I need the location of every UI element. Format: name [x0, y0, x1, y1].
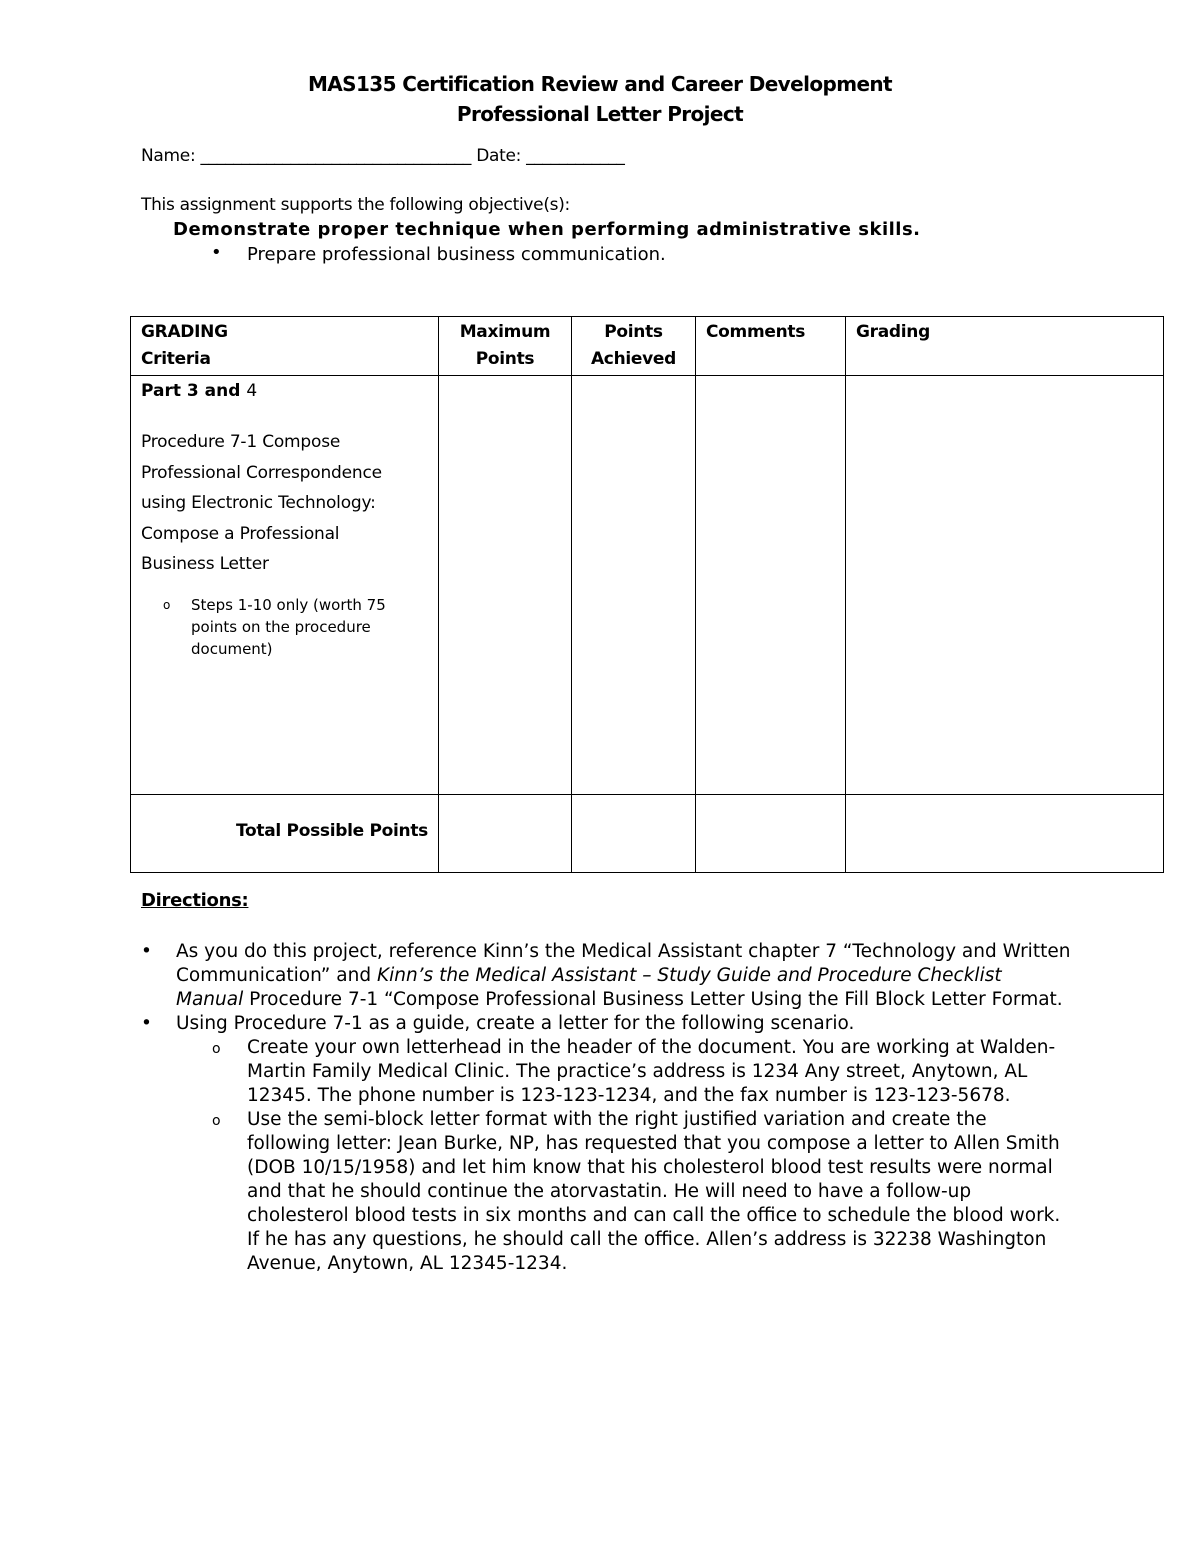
- comments-cell[interactable]: [696, 376, 846, 795]
- direction-subtext: Use the semi-block letter format with the right justified variation and create the following letter: Jean Burke, NP, has requested that you compose a letter to Allen Smith (DOB 10/15/1958) and let him know that his cholesterol blood test results were normal and that he should continue the atorvastatin. He will need to have a follow-up cholesterol blood tests in six months and can call the office to schedule the blood work. If he has any questions, he should call the office. Allen’s address is 32238 Washington Avenue, Anytown, AL 12345-1234.: [247, 1109, 1061, 1274]
- criteria-description: [141, 427, 428, 580]
- points-achieved-cell[interactable]: [572, 376, 696, 795]
- document-title: MAS135 Certification Review and Career Development: [307, 72, 893, 96]
- circle-bullet-icon: o: [163, 597, 171, 612]
- total-comments-cell[interactable]: [696, 795, 846, 873]
- list-item: [141, 1036, 1071, 1108]
- criteria-substep: [141, 594, 428, 660]
- total-row: [131, 795, 1164, 873]
- directions-list: [141, 940, 1071, 1276]
- total-possible-points-label: Total Possible Points: [131, 795, 439, 873]
- direction-subtext: Create your own letterhead in the header of the document. You are working at Walden-Martin Family Medical Clinic. The practice’s address is 1234 Any street, Anytown, AL 12345. The phone number is 123-123-1234, and the fax number is 123-123-5678.: [247, 1037, 1056, 1106]
- header-criteria-line1: GRADING: [141, 322, 228, 342]
- bullet-icon: •: [141, 1013, 152, 1034]
- bullet-icon: •: [141, 941, 152, 962]
- grading-table: [130, 316, 1164, 873]
- objective-bullet-text: Prepare professional business communication.: [247, 244, 666, 265]
- criteria-substep-text: Steps 1-10 only (worth 75 points on the procedure document): [191, 595, 386, 658]
- criteria-line: Procedure 7-1 Compose: [141, 432, 341, 452]
- header-criteria-line2: Criteria: [141, 349, 211, 369]
- direction-text: As you do this project, reference Kinn’s the Medical Assistant chapter 7 “Technology and Written Communication” and: [176, 941, 1071, 986]
- header-criteria: [131, 317, 439, 376]
- list-item: [141, 940, 1071, 1012]
- supports-text: This assignment supports the following objective(s):: [141, 195, 570, 215]
- criteria-part-label: Part 3 and: [141, 381, 247, 401]
- list-item: [141, 1012, 1071, 1036]
- directions-heading: Directions:: [141, 890, 249, 911]
- direction-text: Using Procedure 7-1 as a guide, create a letter for the following scenario.: [176, 1013, 855, 1034]
- circle-bullet-icon: o: [212, 1041, 221, 1057]
- header-achieved-line2: Achieved: [590, 349, 677, 369]
- header-achieved-line1: Points: [604, 322, 663, 342]
- total-achieved-cell[interactable]: [572, 795, 696, 873]
- list-item: [141, 1108, 1071, 1276]
- criteria-cell: [131, 376, 439, 795]
- criteria-line: using Electronic Technology:: [141, 493, 376, 513]
- table-row: [131, 376, 1164, 795]
- max-points-cell[interactable]: [439, 376, 572, 795]
- total-max-cell[interactable]: [439, 795, 572, 873]
- criteria-line: Business Letter: [141, 554, 269, 574]
- header-max-line1: Maximum: [459, 322, 551, 342]
- direction-book-title: Kinn’s the Medical Assistant – Study Guide and Procedure Checklist Manual: [176, 965, 1002, 1010]
- direction-text: Procedure 7-1 “Compose Professional Business Letter Using the Fill Block Letter Format.: [243, 989, 1063, 1010]
- grading-cell[interactable]: [846, 376, 1164, 795]
- header-max-line2: Points: [475, 349, 535, 369]
- header-grading: Grading: [846, 317, 1164, 376]
- table-header-row: [131, 317, 1164, 376]
- document-subtitle: Professional Letter Project: [456, 102, 744, 126]
- criteria-line: Professional Correspondence: [141, 462, 382, 483]
- criteria-part: [141, 378, 428, 405]
- criteria-part-number: 4: [246, 381, 258, 401]
- circle-bullet-icon: o: [212, 1113, 221, 1129]
- objective-text: Demonstrate proper technique when performing administrative skills.: [173, 219, 921, 240]
- header-max-points: [439, 317, 572, 376]
- header-points-achieved: [572, 317, 696, 376]
- name-date-line: Name: _________________________________ Date: ____________: [141, 146, 625, 166]
- total-grading-cell[interactable]: [846, 795, 1164, 873]
- header-comments: Comments: [696, 317, 846, 376]
- bullet-icon: •: [211, 242, 222, 263]
- criteria-line: Compose a Professional: [141, 523, 340, 544]
